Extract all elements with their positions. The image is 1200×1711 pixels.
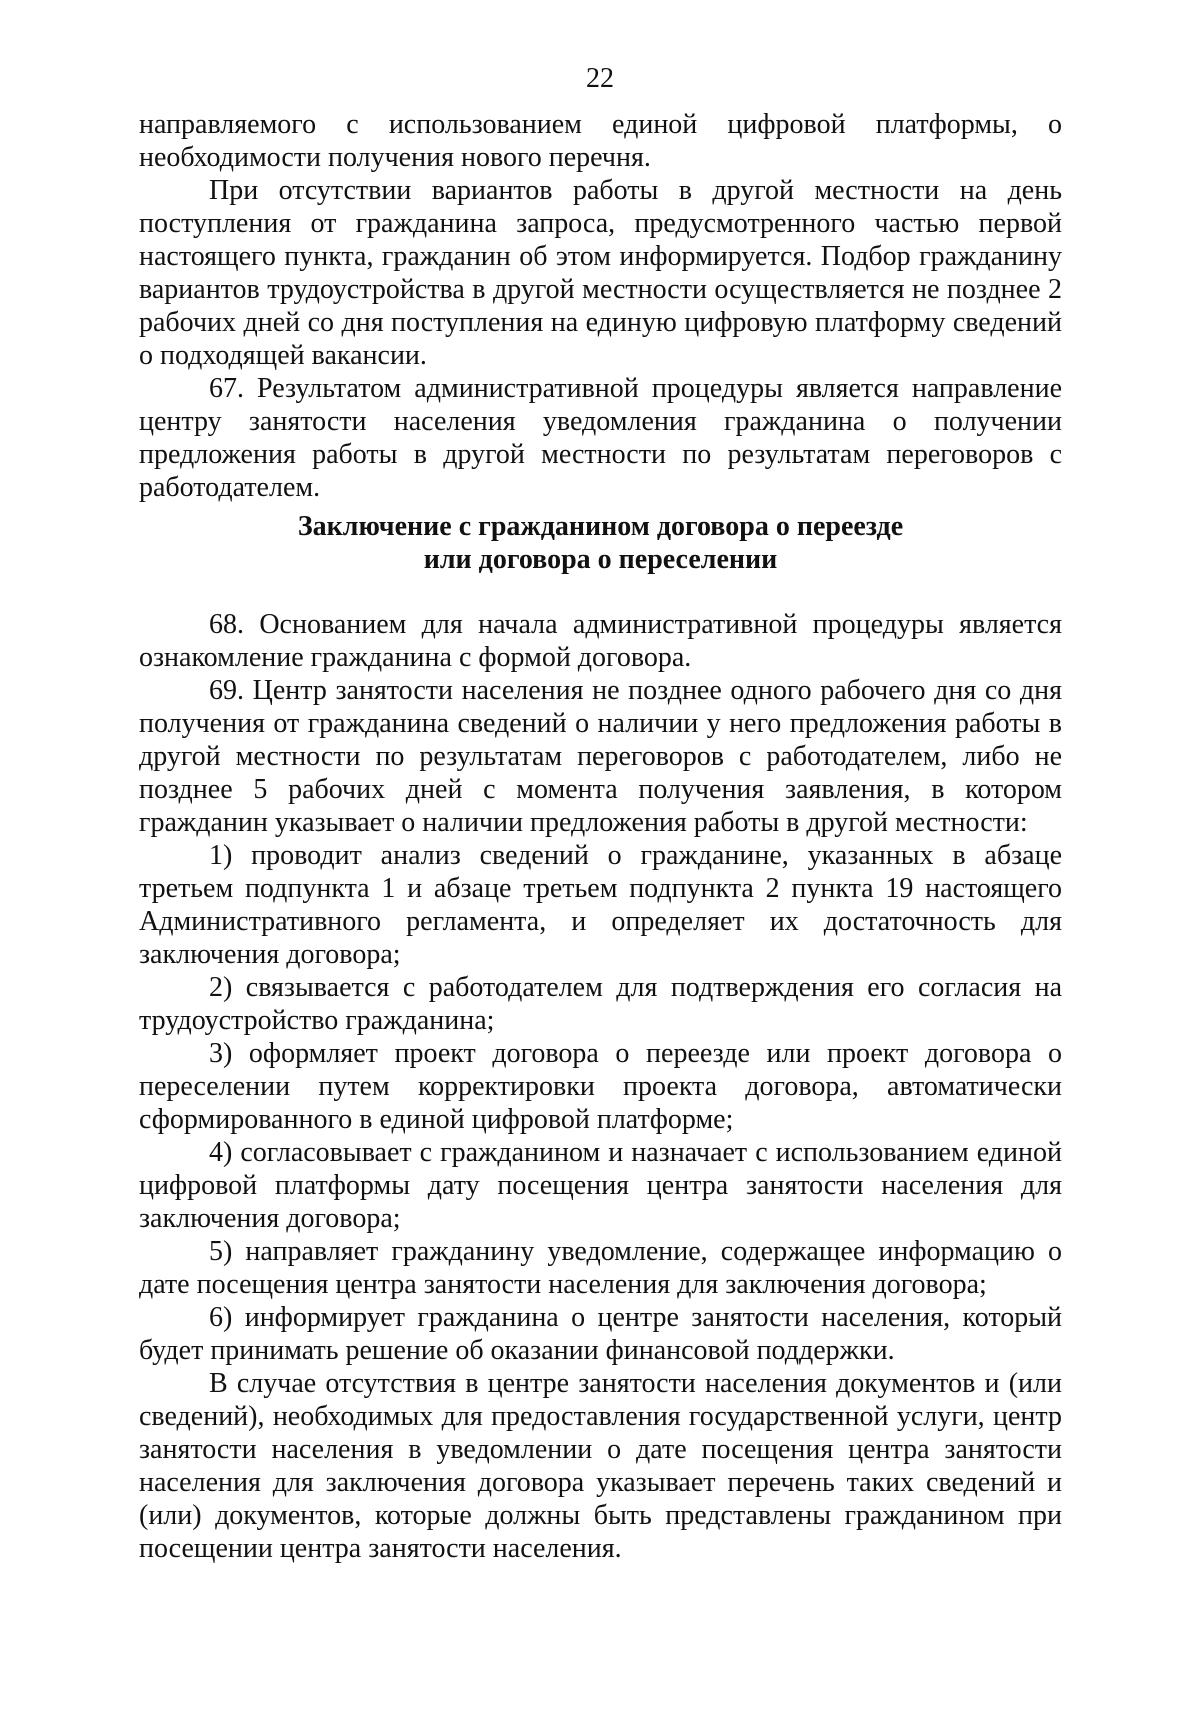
- paragraph-67: 67. Результатом административной процедуры является направление центру занятости населения уведомления гражданина о получении предложения работы в другой местности по результатам переговоров с работодателем.: [139, 373, 1062, 503]
- paragraph-missing-documents: В случае отсутствия в центре занятости населения документов и (или сведений), необходимых для предоставления государственной услуги, центр занятости населения в уведомлении о дате посещения центра занятости населения для заключения договора указывает перечень таких сведений и (или) документов, которые должны быть представлены гражданином при посещении центра занятости населения.: [139, 1368, 1062, 1564]
- paragraph-69: 69. Центр занятости населения не позднее одного рабочего дня со дня получения от гражданина сведений о наличии у него предложения работы в другой местности по результатам переговоров с работодателем, либо не позднее 5 рабочих дней с момента получения заявления, в котором гражданин указывает о наличии предложения работы в другой местности:: [139, 675, 1062, 838]
- list-item-2: 2) связывается с работодателем для подтверждения его согласия на трудоустройство гражданина;: [139, 972, 1062, 1036]
- paragraph-68: 68. Основанием для начала административной процедуры является ознакомление гражданина с формой договора.: [139, 609, 1062, 673]
- section-heading-line-2: или договора о переселении: [423, 544, 778, 575]
- list-item-3: 3) оформляет проект договора о переезде или проект договора о переселении путем корректировки проекта договора, автоматически сформированного в единой цифровой платформе;: [139, 1038, 1062, 1135]
- paragraph-continuation: направляемого с использованием единой цифровой платформы, о необходимости получения нового перечня.: [139, 109, 1062, 173]
- top-text-block: [139, 108, 1062, 504]
- section-heading-line-1: Заключение с гражданином договора о переезде: [297, 511, 904, 542]
- paragraph-no-vacancies: При отсутствии вариантов работы в другой местности на день поступления от гражданина запроса, предусмотренного частью первой настоящего пункта, гражданин об этом информируется. Подбор гражданину вариантов трудоустройства в другой местности осуществляется не позднее 2 рабочих дней со дня поступления на единую цифровую платформу сведений о подходящей вакансии.: [139, 175, 1062, 371]
- page-number: 22: [586, 63, 614, 94]
- list-item-6: 6) информирует гражданина о центре занятости населения, который будет принимать решение об оказании финансовой поддержки.: [139, 1302, 1062, 1366]
- section-heading: [139, 510, 1062, 576]
- list-item-5: 5) направляет гражданину уведомление, содержащее информацию о дате посещения центра занятости населения для заключения договора;: [139, 1236, 1062, 1300]
- bottom-text-block: [139, 608, 1062, 1565]
- list-item-4: 4) согласовывает с гражданином и назначает с использованием единой цифровой платформы дату посещения центра занятости населения для заключения договора;: [139, 1137, 1062, 1234]
- list-item-1: 1) проводит анализ сведений о гражданине, указанных в абзаце третьем подпункта 1 и абзаце третьем подпункта 2 пункта 19 настоящего Административного регламента, и определяет их достаточность для заключения договора;: [139, 840, 1062, 970]
